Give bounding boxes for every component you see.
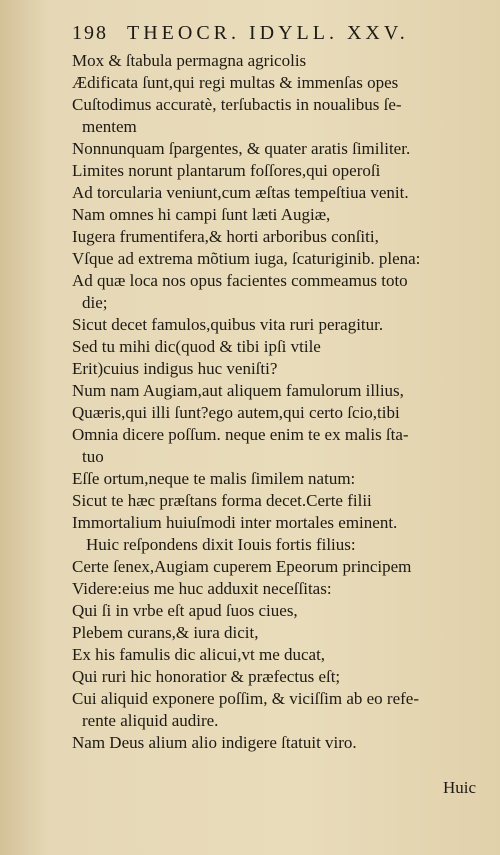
text-line: Num nam Augiam,aut aliquem famulorum illius, (72, 381, 404, 400)
page-number: 198 (72, 22, 108, 44)
text-line: mentem (82, 117, 137, 136)
text-line: Immortalium huiuſmodi inter mortales eminent. (72, 513, 398, 532)
text-line: Huic reſpondens dixit Iouis fortis filius: (86, 535, 356, 554)
text-line: Videre:eius me huc adduxit neceſſitas: (72, 579, 332, 598)
text-line: Sicut decet famulos,quibus vita ruri peragitur. (72, 315, 384, 334)
text-line: Nam Deus alium alio indigere ſtatuit viro. (72, 733, 357, 752)
text-line: Iugera frumentifera,& horti arboribus conſiti, (72, 227, 379, 246)
text-line: Vſque ad extrema mõtium iuga, ſcaturiginib. plena: (72, 249, 421, 268)
text-line: Cui aliquid exponere poſſim, & viciſſim ab eo refe- (72, 689, 419, 708)
running-title: THEOCR. IDYLL. XXV. (127, 22, 409, 44)
text-line: Limites norunt plantarum foſſores,qui operoſi (72, 161, 381, 180)
text-line: tuo (82, 447, 104, 466)
catchword: Huic (442, 778, 476, 797)
text-line: Nam omnes hi campi ſunt læti Augiæ, (72, 205, 331, 224)
text-line: Quæris,qui illi ſunt?ego autem,qui certo ſcio,tibi (72, 403, 400, 422)
text-line: Sicut te hæc præſtans forma decet.Certe filii (72, 491, 372, 510)
text-line: Eſſe ortum,neque te malis ſimilem natum: (72, 469, 356, 488)
text-body (72, 50, 482, 754)
text-line: Qui ruri hic honoratior & præfectus eſt; (72, 667, 341, 686)
page-header (72, 22, 437, 48)
text-line: Certe ſenex,Augiam cuperem Epeorum principem (72, 557, 412, 576)
text-line: Ex his famulis dic alicui,vt me ducat, (72, 645, 326, 664)
text-line: Sed tu mihi dic(quod & tibi ipſi vtile (72, 337, 321, 356)
text-line: Ad torcularia veniunt,cum æſtas tempeſtiua venit. (72, 183, 409, 202)
text-line: rente aliquid audire. (82, 711, 219, 730)
text-line: Qui ſi in vrbe eſt apud ſuos ciues, (72, 601, 298, 620)
text-line: Ædificata ſunt,qui regi multas & immenſas opes (72, 73, 399, 92)
text-line: Omnia dicere poſſum. neque enim te ex malis ſta- (72, 425, 409, 444)
text-line: die; (82, 293, 108, 312)
text-line: Cuſtodimus accuratè, terſubactis in noualibus ſe- (72, 95, 402, 114)
text-line: Plebem curans,& iura dicit, (72, 623, 259, 642)
text-line: Nonnunquam ſpargentes, & quater aratis ſimiliter. (72, 139, 411, 158)
text-line: Erit)cuius indigus huc veniſti? (72, 359, 278, 378)
text-line: Mox & ſtabula permagna agricolis (72, 51, 307, 70)
text-line: Ad quæ loca nos opus facientes commeamus toto (72, 271, 408, 290)
